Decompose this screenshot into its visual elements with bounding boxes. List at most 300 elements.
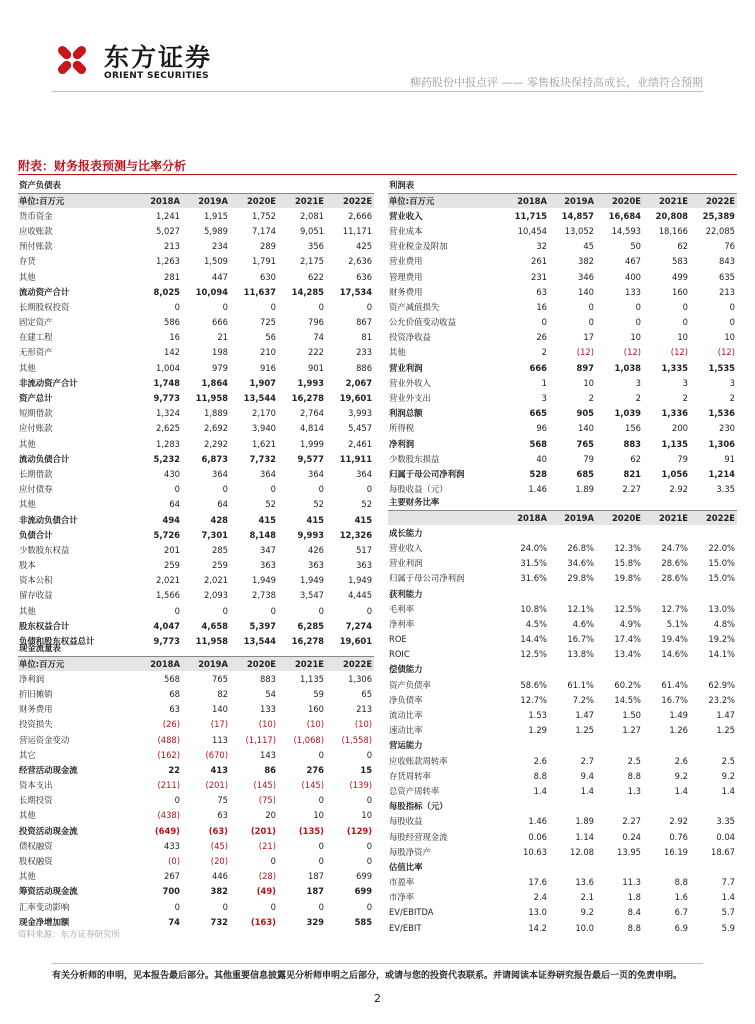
table-cell: 81 [361,332,373,343]
table-cell [596,586,643,601]
row-label: 净利润 [19,673,45,684]
unit-label: 单位:百万元 [18,656,134,671]
table-cell: 12.7% [520,694,547,705]
table-cell: 886 [356,362,373,373]
table-cell: 636 [356,271,373,282]
table-cell: 2,175 [300,256,324,267]
row-label: 其他 [19,871,36,882]
table-cell: 666 [212,317,228,328]
table-row [388,556,737,571]
table-cell: 12.5% [520,649,547,660]
table-cell: 140 [578,286,594,297]
table-cell: 52 [361,499,373,510]
table-cell: 0 [366,856,373,867]
table-cell: 1,306 [348,673,373,684]
table-cell: 499 [672,271,688,282]
table-cell: 5,989 [204,225,228,236]
table-cell: 0 [366,795,373,806]
table-row [18,588,374,603]
row-label: 营业费用 [389,256,423,267]
table-cell: 14.1% [708,649,735,660]
table-row [388,436,737,451]
table-cell: 11,958 [195,393,228,404]
table-cell [549,859,596,874]
table-cell: (63) [208,825,228,836]
table-row [388,330,737,345]
table-cell: 0.24 [622,831,641,842]
table-cell: 56 [265,332,276,343]
table-cell: 2 [541,347,547,358]
table-cell: 198 [212,347,228,358]
table-cell: 9.2 [580,907,594,918]
table-cell: 10 [583,377,594,388]
subsection-row [388,586,737,601]
table-row [388,360,737,375]
row-label: 非流动资产合计 [19,377,78,388]
table-cell: 2,764 [300,408,324,419]
table-cell: 2,093 [204,590,228,601]
table-cell: (201) [250,825,276,836]
row-label: 营业利润 [389,558,423,569]
table-cell: 1.46 [528,816,547,827]
table-row [388,875,737,890]
table-cell: 1,135 [300,673,324,684]
row-label: 固定资产 [19,317,53,328]
table-row [18,269,374,284]
table-cell [502,738,549,753]
table-cell: 213 [356,704,373,715]
year-header: 2020E [230,656,278,671]
year-header: 2020E [596,510,643,525]
table-cell: 9.2 [674,770,688,781]
table-cell: 1,509 [204,256,228,267]
year-header: 2022E [326,656,374,671]
table-cell: 3.35 [716,816,735,827]
table-cell: 82 [217,688,228,699]
subsection-row [388,525,737,540]
orient-securities-logo-icon [52,40,92,80]
row-label: 营运资金变动 [19,734,70,745]
balance-sheet-table [18,178,374,649]
row-label: 应付账款 [19,423,53,434]
table-row [388,208,737,223]
table-cell: 17,534 [339,286,373,297]
table-cell [596,738,643,753]
page-number: 2 [374,992,381,1005]
table-row [18,558,374,573]
table-cell: 14,857 [561,210,594,221]
table-cell: 2,081 [300,210,324,221]
table-cell: 0 [318,901,324,912]
table-cell: 0 [222,605,228,616]
table-cell: 0 [174,901,180,912]
table-row [388,707,737,722]
table-row [388,223,737,238]
row-label: 营业收入 [389,542,423,553]
table-row [388,375,737,390]
table-row [388,390,737,405]
table-cell [596,662,643,677]
table-cell: 276 [306,764,324,775]
table-row [18,869,374,884]
row-label: 市盈率 [389,877,415,888]
table-cell: (145) [301,780,324,791]
table-cell: 28.6% [661,558,688,569]
table-cell: 1,752 [252,210,276,221]
table-cell: 4.6% [572,618,594,629]
table-cell: 8.8 [533,770,547,781]
table-cell: 699 [356,871,373,882]
table-cell: 364 [260,468,276,479]
table-cell: 11,715 [514,210,547,221]
table-cell: 346 [578,271,594,282]
table-cell: 2.5 [627,755,641,766]
table-cell: 79 [583,453,594,464]
table-cell: 7,174 [252,225,276,236]
table-cell: 22,085 [705,225,735,236]
table-cell: 1,915 [204,210,228,221]
table-cell: 364 [212,468,228,479]
table-cell: 11,958 [195,636,228,647]
table-cell: 62 [630,453,641,464]
header-divider [52,91,703,92]
table-cell: 34.6% [567,558,594,569]
table-cell: 0 [174,795,180,806]
table-cell: 0 [174,301,180,312]
table-cell: 156 [625,423,641,434]
table-cell: 586 [164,317,180,328]
table-cell [596,525,643,540]
table-cell: 63 [169,704,180,715]
table-cell: 1.3 [627,785,641,796]
table-cell: (0) [168,856,180,867]
table-cell: (438) [157,810,180,821]
table-cell: 2.92 [669,484,688,495]
table-cell: 222 [308,347,324,358]
row-label: 长期投资 [19,795,53,806]
table-cell: 12,326 [339,529,373,540]
table-cell: (12) [576,347,594,358]
table-row [18,823,374,838]
table-row [18,390,374,405]
row-label: 总资产周转率 [389,785,440,796]
table-cell: 3 [682,377,688,388]
table-cell: (26) [162,719,180,730]
table-cell: 52 [313,499,324,510]
subsection-row [388,799,737,814]
table-cell: 665 [529,408,547,419]
table-cell: 1,135 [661,438,688,449]
table-cell: 2,738 [252,590,276,601]
table-cell: 425 [356,241,373,252]
table-cell: 5,027 [156,225,180,236]
table-cell: 20 [265,810,276,821]
table-cell: 0 [366,901,373,912]
table-cell: 26 [536,332,547,343]
table-cell: 61.4% [661,679,688,690]
table-cell: (211) [157,780,180,791]
table-cell: 259 [164,560,180,571]
report-title: 柳药股份中报点评 —— 零售板块保持高成长，业绩符合预期 [410,76,703,89]
table-cell: 0 [635,317,641,328]
table-cell: (670) [205,749,228,760]
table-cell: 0.06 [528,831,547,842]
table-cell: 0 [222,484,228,495]
table-cell: 61.1% [567,679,594,690]
table-cell: 14.4% [520,634,547,645]
table-cell: 415 [354,514,373,525]
table-cell: 347 [260,544,276,555]
table-cell [690,738,737,753]
table-cell: 9,773 [153,636,180,647]
table-cell: 13.4% [614,649,641,660]
table-cell: 4.9% [619,618,641,629]
row-label: 营业外支出 [389,393,431,404]
table-cell: 285 [212,544,228,555]
table-row [18,884,374,899]
table-cell: 428 [210,514,228,525]
subsection-row [388,859,737,874]
year-header: 2018A [502,193,549,208]
table-cell: 8,148 [249,529,276,540]
table-cell: 16,684 [608,210,641,221]
table-cell: 8.4 [627,907,641,918]
table-row [388,284,737,299]
table-cell: 12.3% [614,542,641,553]
table-cell: 0 [270,301,276,312]
source-note: 资料来源：东方证券研究所 [18,930,121,940]
table-cell: 160 [308,704,324,715]
table-cell: 3 [729,377,735,388]
table-cell: 6,873 [201,453,228,464]
year-header: 2021E [643,193,690,208]
row-label: 毛利率 [389,603,415,614]
table-cell: 113 [212,734,228,745]
table-cell: 494 [162,514,180,525]
table-cell: 12.7% [661,603,688,614]
table-cell [549,738,596,753]
row-label: 少数股东权益 [19,544,70,555]
table-cell: 54 [265,688,276,699]
table-cell: 19.8% [614,573,641,584]
table-cell: 5.9 [721,922,735,933]
row-label: 股本 [19,560,36,571]
table-cell: 259 [212,560,228,571]
table-cell: 329 [306,916,324,927]
table-cell: (1,068) [293,734,324,745]
table-cell: 0 [318,856,324,867]
table-title: 主要财务比率 [389,497,440,508]
table-header-row [388,510,737,525]
table-cell: 1,004 [156,362,180,373]
table-cell: 11.3 [622,877,641,888]
table-cell: 3,547 [300,590,324,601]
table-cell: 63 [217,810,228,821]
table-cell: 91 [724,453,735,464]
table-cell: 0 [318,840,324,851]
table-row [388,315,737,330]
table-cell: 1.27 [622,725,641,736]
table-row [18,451,374,466]
row-label: 存货周转率 [389,770,431,781]
table-row [388,768,737,783]
table-cell: 4.8% [713,618,735,629]
table-cell: 635 [719,271,735,282]
table-cell: 9.2 [721,770,735,781]
table-cell: 1,336 [661,408,688,419]
table-cell: 0 [588,301,594,312]
table-cell: 1.4 [721,892,735,903]
table-row [388,692,737,707]
table-row [388,254,737,269]
table-cell: 9,773 [153,393,180,404]
table-cell: 1.47 [716,710,735,721]
table-cell: 79 [677,453,688,464]
table-row [18,254,374,269]
table-cell [549,525,596,540]
table-cell: 916 [260,362,276,373]
table-cell: 0 [366,605,373,616]
row-label: 在建工程 [19,332,53,343]
table-cell: 10,454 [517,225,547,236]
table-row [18,762,374,777]
table-cell: 467 [625,256,641,267]
table-cell: 10 [630,332,641,343]
table-cell: 0 [318,749,324,760]
table-row [388,920,737,935]
table-cell: 1.14 [575,831,594,842]
table-cell: 1,535 [708,362,735,373]
table-cell: (145) [253,780,276,791]
table-row [388,406,737,421]
table-row [388,905,737,920]
row-label: 营业收入 [389,210,423,221]
table-cell: 1.25 [575,725,594,736]
row-label: 营业税金及附加 [389,241,448,252]
table-title-row [388,178,737,193]
row-label: 流动负债合计 [19,453,70,464]
table-cell: 96 [536,423,547,434]
table-cell: 356 [308,241,324,252]
year-header: 2019A [182,193,230,208]
table-cell: 31.5% [520,558,547,569]
table-cell: 364 [356,468,373,479]
table-cell: 1,324 [156,408,180,419]
row-label: 净利率 [389,618,415,629]
table-cell: 62 [677,241,688,252]
table-cell: (49) [256,886,276,897]
table-cell: 5.1% [666,618,688,629]
row-label: 资产减值损失 [389,301,440,312]
row-label: 应收账款周转率 [389,755,448,766]
row-label: 负债合计 [19,529,53,540]
table-row [18,208,374,223]
table-cell: (10) [354,719,373,730]
row-label: 净利润 [389,438,415,449]
table-cell: 2,461 [348,438,373,449]
table-cell: 413 [210,764,228,775]
table-cell: 1.8 [627,892,641,903]
table-cell: 2 [588,393,594,404]
table-cell: (488) [157,734,180,745]
unit-label: 单位:百万元 [18,193,134,208]
table-cell: 143 [260,749,276,760]
table-cell: 234 [212,241,228,252]
table-cell: 201 [164,544,180,555]
table-cell: 16,278 [291,636,324,647]
table-cell: 18.67 [711,846,735,857]
table-cell: 583 [672,256,688,267]
table-cell: 364 [308,468,324,479]
table-cell: 843 [719,256,735,267]
table-cell: 16.19 [664,846,688,857]
table-cell: 64 [217,499,228,510]
row-label: 财务费用 [19,704,53,715]
table-cell: 13,544 [243,393,276,404]
table-row [18,512,374,527]
table-cell: 1.4 [721,785,735,796]
table-cell: 12.1% [567,603,594,614]
table-row [388,451,737,466]
table-cell: (649) [154,825,180,836]
year-header: 2021E [278,193,326,208]
table-cell: 20,808 [655,210,688,221]
table-cell [549,662,596,677]
table-cell: 74 [313,332,324,343]
row-label: 汇率变动影响 [19,901,70,912]
table-cell: 883 [260,673,276,684]
table-cell: 430 [164,468,180,479]
table-cell: 8.8 [674,877,688,888]
table-cell: 12.5% [614,603,641,614]
table-cell: (1,558) [341,734,373,745]
table-header-row [388,193,737,208]
table-row [388,601,737,616]
table-cell: 363 [356,560,373,571]
table-cell [502,586,549,601]
table-cell: (21) [258,840,276,851]
row-label: 每股指标（元） [389,801,448,812]
table-cell: 3 [635,377,641,388]
table-cell: 50 [630,241,641,252]
table-cell: 0 [318,301,324,312]
table-row [388,571,737,586]
table-cell: 86 [264,764,276,775]
table-cell: 796 [308,317,324,328]
table-cell: 13,052 [564,225,594,236]
table-cell: 2.92 [669,816,688,827]
table-cell: 160 [672,286,688,297]
row-label: 获利能力 [389,588,423,599]
table-cell: 2,067 [345,377,373,388]
table-cell: (162) [157,749,180,760]
year-header: 2021E [278,656,326,671]
table-cell: 1,621 [252,438,276,449]
table-cell: 979 [212,362,228,373]
table-cell: 187 [306,886,324,897]
table-cell: (12) [670,347,688,358]
row-label: 其它 [19,749,36,760]
table-cell: 45 [583,241,594,252]
row-label: 归属于母公司净利润 [389,468,465,479]
table-cell: 1,907 [249,377,276,388]
table-row [388,723,737,738]
table-title-row [18,178,374,193]
table-cell: 25,389 [702,210,735,221]
table-row [388,632,737,647]
table-cell: 2,625 [156,423,180,434]
table-cell: (12) [717,347,735,358]
